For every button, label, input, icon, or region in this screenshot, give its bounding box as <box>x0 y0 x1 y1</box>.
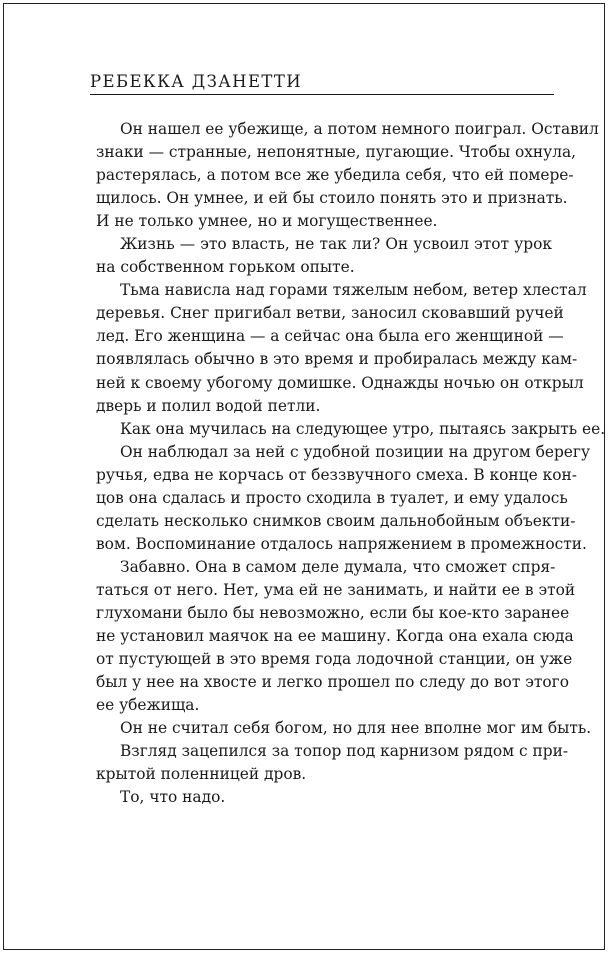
body-text <box>96 118 606 809</box>
paragraph <box>96 279 587 417</box>
paragraph <box>96 717 592 740</box>
paragraph <box>96 233 552 279</box>
text-line: сделать несколько снимков своим дальнобойным объекти- <box>96 511 576 530</box>
text-line: вом. Воспоминание отдалось напряжением в промежности. <box>96 534 587 553</box>
text-line: Как она мучилась на следующее утро, пытаясь закрыть ее. <box>120 419 606 438</box>
text-line: Взгляд зацепился за топор под карнизом рядом с при- <box>120 742 569 761</box>
paragraph <box>96 556 576 717</box>
text-line: Жизнь — это власть, не так ли? Он усвоил этот урок <box>120 235 552 254</box>
paragraph <box>96 418 606 441</box>
text-line: знаки — странные, непонятные, пугающие. Чтобы охнула, <box>96 143 577 162</box>
text-line: Забавно. Она в самом деле думала, что сможет спря- <box>120 557 556 576</box>
text-line: таться от него. Нет, ума ей не занимать, и найти ее в этой <box>96 580 576 599</box>
text-line: крытой поленницей дров. <box>96 765 307 784</box>
text-line: ее убежища. <box>96 696 200 715</box>
paragraph <box>96 441 591 556</box>
paragraph <box>96 118 599 233</box>
text-line: Тьма нависла над горами тяжелым небом, ветер хлестал <box>120 281 587 300</box>
text-line: дверь и полил водой петли. <box>96 396 321 415</box>
text-line: цов она сдалась и просто сходила в туалет, и ему удалось <box>96 488 568 507</box>
text-line: растерялась, а потом все же убедила себя, что ей померe- <box>96 166 574 185</box>
header-rule <box>90 94 554 95</box>
text-line: ручья, едва не корчась от беззвучного смеха. В конце кон- <box>96 465 577 484</box>
text-line: То, что надо. <box>120 788 226 807</box>
text-line: лед. Его женщина — а сейчас она была его женщиной — <box>96 327 564 346</box>
text-line: Он наблюдал за ней с удобной позиции на другом берегу <box>120 442 591 461</box>
text-line: от пустующей в это время года лодочной станции, он уже <box>96 650 573 669</box>
text-line: был у нее на хвосте и легко прошел по следу до вот этого <box>96 673 569 692</box>
text-line: глухомани было бы невозможно, если бы кое-кто заранее <box>96 603 570 622</box>
text-line: ней к своему убогому домишке. Однажды ночью он открыл <box>96 373 584 392</box>
paragraph <box>96 786 552 809</box>
text-line: Он не считал себя богом, но для нее вполне мог им быть. <box>120 719 592 738</box>
text-line: появлялась обычно в это время и пробиралась между кам- <box>96 350 578 369</box>
text-line: Он нашел ее убежище, а потом немного поиграл. Оставил <box>120 120 599 138</box>
text-line: деревья. Снег пригибал ветви, заносил сковавший ручей <box>96 304 564 323</box>
running-head: РЕБЕККА ДЗАНЕТТИ <box>90 72 303 91</box>
paragraph <box>96 740 569 786</box>
text-line: И не только умнее, но и могущественнее. <box>96 212 438 231</box>
text-line: не установил маячок на ее машину. Когда она ехала сюда <box>96 627 574 646</box>
text-line: щилось. Он умнее, и ей бы стоило понять это и признать. <box>96 189 568 208</box>
text-line: на собственном горьком опыте. <box>96 258 355 277</box>
